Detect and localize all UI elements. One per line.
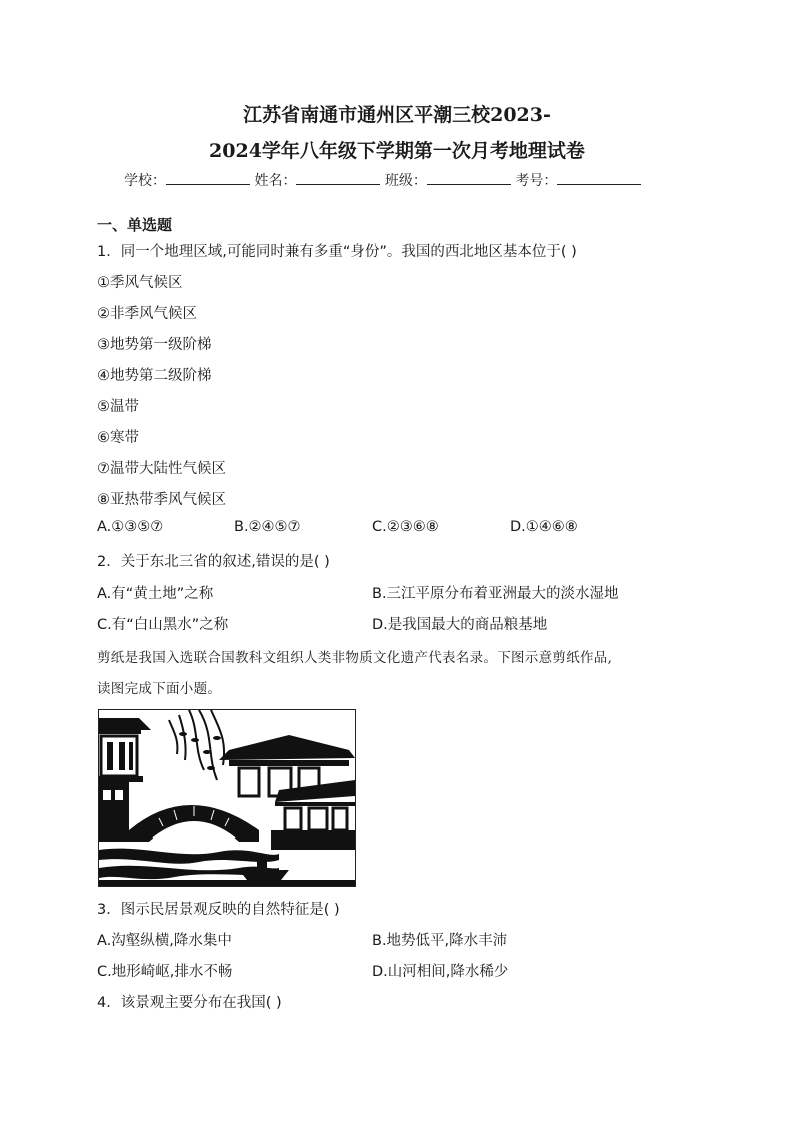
question-2-stem: 2．关于东北三省的叙述,错误的是( ) — [97, 554, 330, 570]
paper-cut-illustration — [99, 710, 355, 886]
q2-option-b[interactable]: B.三江平原分布着亚洲最大的淡水湿地 — [372, 586, 619, 602]
school-label: 学校： — [124, 173, 166, 189]
question-1-stem: 1．同一个地理区域,可能同时兼有多重“身份”。我国的西北地区基本位于( ) — [97, 244, 577, 260]
class-label: 班级： — [384, 173, 427, 189]
q3-option-d[interactable]: D.山河相间,降水稀少 — [372, 964, 509, 980]
passage-intro-line-1: 剪纸是我国入选联合国教科文组织人类非物质文化遗产代表名录。下图示意剪纸作品, — [97, 650, 613, 666]
paper-cut-figure — [98, 709, 356, 887]
passage-intro-line-2: 读图完成下面小题。 — [97, 681, 222, 697]
question-4-stem: 4．该景观主要分布在我国( ) — [97, 995, 282, 1011]
class-blank[interactable] — [427, 170, 511, 185]
q3-option-b[interactable]: B.地势低平,降水丰沛 — [372, 933, 508, 949]
q1-item-4: ④地势第二级阶梯 — [97, 368, 212, 384]
q1-item-8: ⑧亚热带季风气候区 — [97, 492, 226, 508]
q1-item-6: ⑥寒带 — [97, 430, 139, 446]
q1-option-c[interactable]: C.②③⑥⑧ — [372, 519, 439, 535]
q1-item-5: ⑤温带 — [97, 399, 139, 415]
q1-option-d[interactable]: D.①④⑥⑧ — [510, 519, 578, 535]
q1-item-1: ①季风气候区 — [97, 275, 183, 291]
q1-item-3: ③地势第一级阶梯 — [97, 337, 212, 353]
exam-title-line-1: 江苏省南通市通州区平潮三校2023- — [243, 104, 551, 126]
q2-option-a[interactable]: A.有“黄土地”之称 — [97, 586, 214, 602]
name-blank[interactable] — [296, 170, 380, 185]
exam-number-label: 考号： — [515, 173, 558, 189]
exam-title-line-2: 2024学年八年级下学期第一次月考地理试卷 — [209, 140, 585, 162]
q1-item-2: ②非季风气候区 — [97, 306, 197, 322]
q1-item-7: ⑦温带大陆性气候区 — [97, 461, 226, 477]
section-heading: 一、单选题 — [97, 216, 173, 234]
name-label: 姓名： — [254, 173, 297, 189]
q2-option-d[interactable]: D.是我国最大的商品粮基地 — [372, 617, 548, 633]
q3-option-c[interactable]: C.地形崎岖,排水不畅 — [97, 964, 233, 980]
q1-option-a[interactable]: A.①③⑤⑦ — [97, 519, 164, 535]
exam-number-blank[interactable] — [557, 170, 641, 185]
question-3-stem: 3．图示民居景观反映的自然特征是( ) — [97, 902, 340, 918]
q2-option-c[interactable]: C.有“白山黑水”之称 — [97, 617, 229, 633]
school-blank[interactable] — [166, 170, 250, 185]
q1-option-b[interactable]: B.②④⑤⑦ — [234, 519, 301, 535]
student-info-row — [124, 170, 641, 190]
q3-option-a[interactable]: A.沟壑纵横,降水集中 — [97, 933, 232, 949]
